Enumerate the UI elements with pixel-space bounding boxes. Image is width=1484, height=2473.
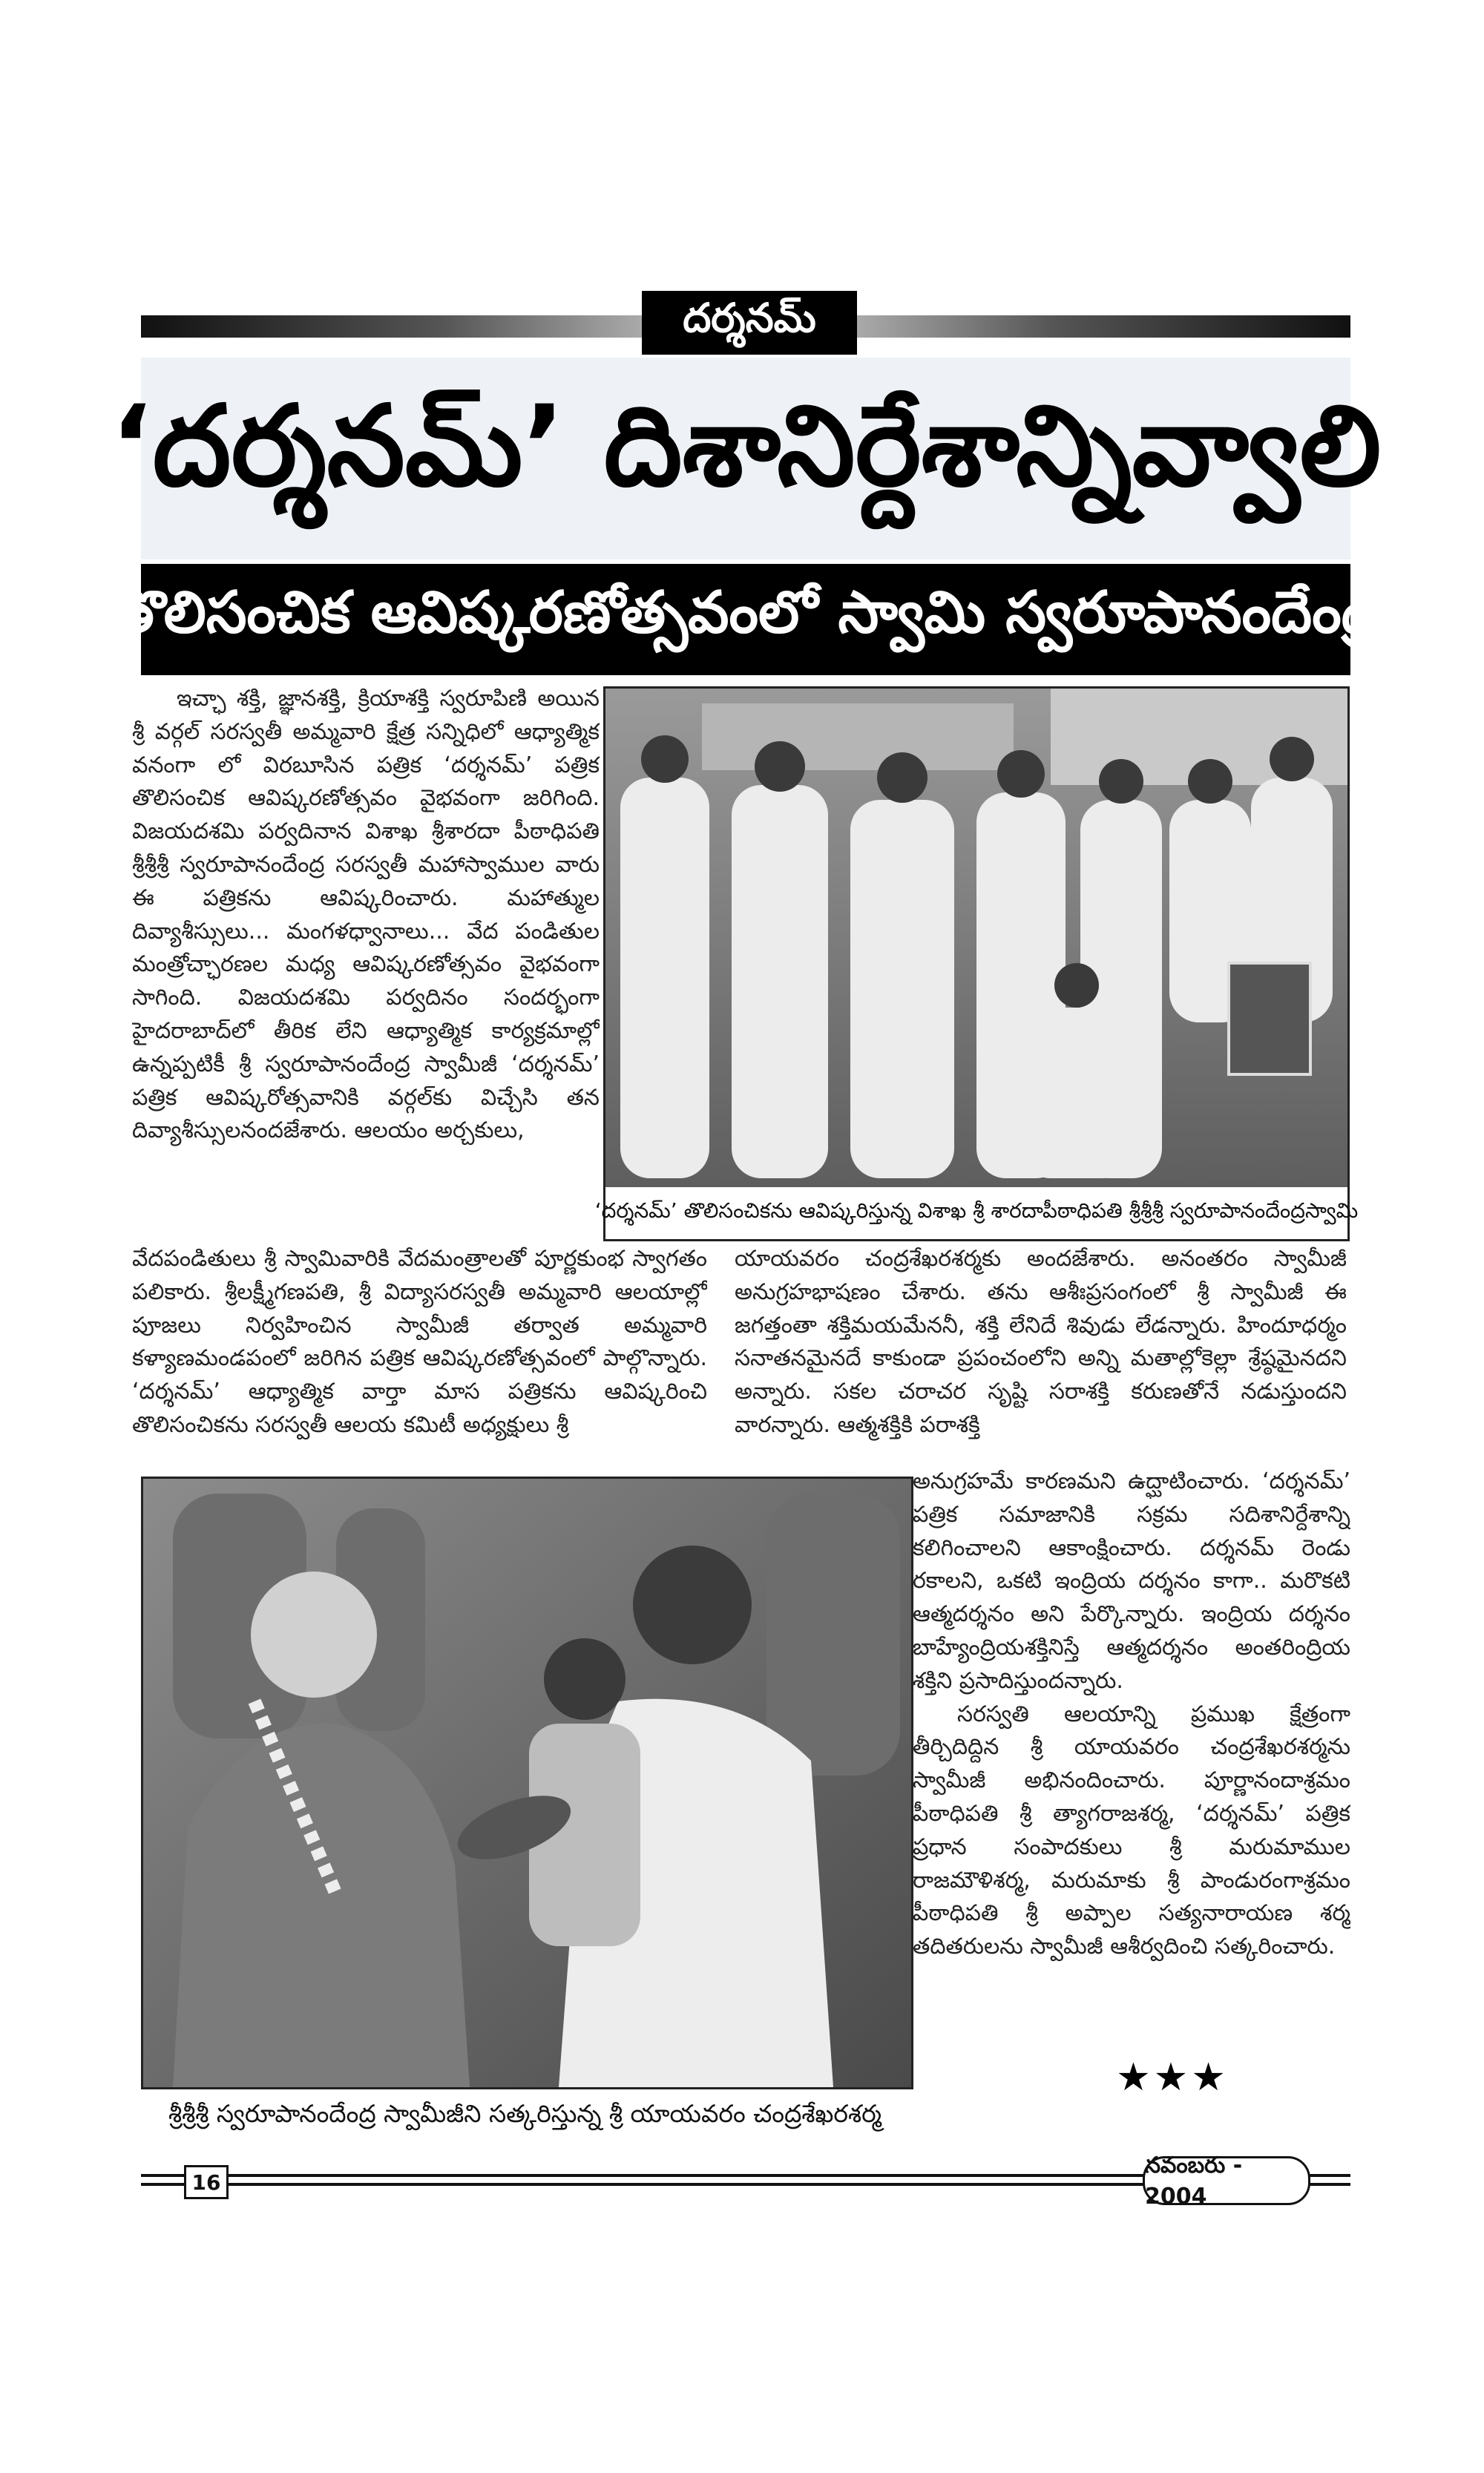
masthead-rule-left <box>141 315 642 338</box>
subheadline: తొలిసంచిక ఆవిష్కరణోత్సవంలో స్వామి స్వరూపానందేంద్ర <box>141 564 1350 675</box>
article-paragraph-2: వేదపండితులు శ్రీ స్వామివారికి వేదమంత్రాలతో పూర్ణకుంభ స్వాగతం పలికారు. శ్రీలక్ష్మీగణపతి, శ్రీ విద్యాసరస్వతీ అమ్మవారి ఆలయాల్లో పూజలు నిర్వహించిన స్వామీజీ తర్వాత అమ్మవారి కళ్యాణమండపంలో జరిగిన పత్రిక ఆవిష్కరణోత్సవంలో పాల్గొన్నారు. ‘దర్శనమ్’ ఆధ్యాత్మిక వార్తా మాస పత్రికను ఆవిష్కరించి తొలిసంచికను సరస్వతీ ఆలయ కమిటీ అధ్యక్షులు శ్రీ <box>132 1246 707 1438</box>
article-paragraph-4: అనుగ్రహమే కారణమని ఉద్ఘాటించారు. ‘దర్శనమ్’ పత్రిక సమాజానికి సక్రమ సదిశానిర్దేశాన్ని కలిగించాలని ఆకాంక్షించారు. దర్శనమ్ రెండు రకాలని, ఒకటి ఇంద్రియ దర్శనం కాగా.. మరొకటి ఆత్మదర్శనం అని పేర్కొన్నారు. ఇంద్రియ దర్శనం బాహ్యేంద్రియశక్తినిస్తే ఆత్మదర్శనం అంతరింద్రియ శక్తిని ప్రసాదిస్తుందన్నారు. <box>913 1468 1350 1694</box>
issue-date: నవంబరు - 2004 <box>1143 2156 1310 2205</box>
photo-felicitation <box>141 1477 913 2089</box>
end-mark: ★★★ <box>1116 2055 1229 2100</box>
photo-caption-2: శ్రీశ్రీశ్రీ స్వరూపానందేంద్ర స్వామీజీని సత్కరిస్తున్న శ్రీ యాయవరం చంద్రశేఖరశర్మ <box>168 2099 882 2128</box>
article-column-3 <box>913 1465 1350 2096</box>
article-paragraph-3: యాయవరం చంద్రశేఖరశర్మకు అందజేశారు. అనంతరం స్వామీజీ అనుగ్రహభాషణం చేశారు. తను ఆశీఃప్రసంగంలో శ్రీ స్వామీజీ ఈ జగత్తంతా శక్తిమయమేననీ, శక్తి లేనిదే శివుడు లేడన్నారు. హిందూధర్మం సనాతనమైనదే కాకుండా ప్రపంచంలోని అన్ని మతాల్లోకెల్లా శ్రేష్ఠమైనదని అన్నారు. సకల చరాచర సృష్టి సరాశక్తి కరుణతోనే నడుస్తుందని వారన్నారు. ఆత్మశక్తికి పరాశక్తి <box>735 1246 1347 1438</box>
headline: ‘దర్శనమ్’ దిశానిర్దేశాన్నివ్వాలి <box>110 381 1382 511</box>
section-label: దర్శనమ్ <box>642 291 857 355</box>
masthead-rule-right <box>857 315 1350 338</box>
article-paragraph-5: సరస్వతి ఆలయాన్ని ప్రముఖ క్షేత్రంగా తీర్చిదిద్దిన శ్రీ యాయవరం చంద్రశేఖరశర్మను స్వామీజీ అభినందించారు. పూర్ణానందాశ్రమం పీఠాధిపతి శ్రీ త్యాగరాజశర్మ, ‘దర్శనమ్’ పత్రిక ప్రధాన సంపాదకులు శ్రీ మరుమాముల రాజమౌళిశర్మ, మరుమాకు శ్రీ పాండురంగాశ్రమం పీఠాధిపతి శ్రీ అప్పాల సత్యనారాయణ శర్మ తదితరులను స్వామీజీ ఆశీర్వదించి సత్కరించారు. <box>913 1701 1350 1960</box>
article-paragraph-1: ఇచ్ఛా శక్తి, జ్ఞానశక్తి, క్రియాశక్తి స్వరూపిణి అయిన శ్రీ వర్గల్ సరస్వతీ అమ్మవారి క్షేత్ర సన్నిధిలో ఆధ్యాత్మిక వనంగా లో విరబూసిన పత్రిక ‘దర్శనమ్’ పత్రిక తొలిసంచిక ఆవిష్కరణోత్సవం వైభవంగా జరిగింది. విజయదశమి పర్వదినాన విశాఖ శ్రీశారదా పీఠాధిపతి శ్రీశ్రీశ్రీ స్వరూపానందేంద్ర సరస్వతీ మహాస్వాముల వారు ఈ పత్రికను ఆవిష్కరించారు. మహాత్ముల దివ్యాశీస్సులు... మంగళధ్వానాలు... వేద పండితుల మంత్రోచ్ఛారణల మధ్య ఆవిష్కరణోత్సవం వైభవంగా సాగింది. విజయదశమి పర్వదినం సందర్భంగా హైదరాబాద్‌లో తీరిక లేని ఆధ్యాత్మిక కార్యక్రమాల్లో ఉన్నప్పటికీ శ్రీ స్వరూపానందేంద్ర స్వామీజీ ‘దర్శనమ్’ పత్రిక ఆవిష్కరోత్సవానికి వర్గల్‌కు విచ్చేసి తన దివ్యాశీస్సులనందజేశారు. ఆలయం అర్చకులు, <box>132 686 600 1144</box>
article-column-2b <box>735 1243 1347 1465</box>
photo-caption-1: ‘దర్శనమ్’ తొలిసంచికను ఆవిష్కరిస్తున్న విశాఖ శ్రీ శారదాపీఠాధిపతి శ్రీశ్రీశ్రీ స్వరూపానందేంద్రస్వామి <box>603 1187 1350 1241</box>
article-column-2 <box>132 1243 707 1465</box>
article-column-1 <box>132 683 600 1232</box>
page-number: 16 <box>184 2165 229 2199</box>
photo-release-ceremony <box>603 686 1350 1189</box>
